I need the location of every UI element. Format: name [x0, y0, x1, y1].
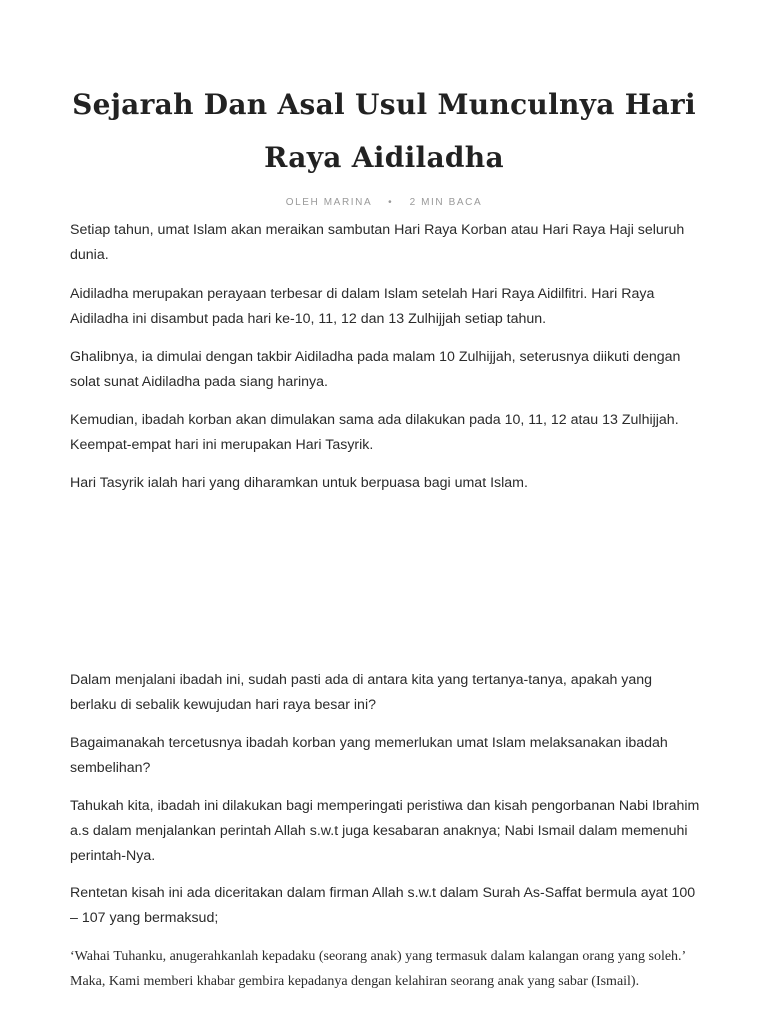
- article-author[interactable]: OLEH MARINA: [285, 197, 372, 208]
- article-meta: [0, 196, 768, 210]
- article-paragraph-3: Ghalibnya, ia dimulai dengan takbir Aidiladha pada malam 10 Zulhijjah, seterusnya diikuti dengan solat sunat Aidiladha pada siang harinya.: [70, 349, 681, 390]
- article-read-time: 2 MIN BACA: [409, 197, 483, 208]
- article-paragraph-7: Bagaimanakah tercetusnya ibadah korban yang memerlukan umat Islam melaksanakan ibadah sembelihan?: [70, 735, 668, 776]
- article-paragraph-2: Aidiladha merupakan perayaan terbesar di dalam Islam setelah Hari Raya Aidilfitri. Hari Raya Aidiladha ini disambut pada hari ke-10, 11, 12 dan 13 Zulhijjah setiap tahun.: [70, 286, 655, 327]
- article-paragraph-6: Dalam menjalani ibadah ini, sudah pasti ada di antara kita yang tertanya-tanya, apakah yang berlaku di sebalik kewujudan hari raya besar ini?: [70, 672, 653, 713]
- meta-separator: •: [388, 197, 394, 208]
- article-quote: ‘Wahai Tuhanku, anugerahkanlah kepadaku (seorang anak) yang termasuk dalam kalangan orang yang soleh.’ Maka, Kami memberi khabar gembira kepadanya dengan kelahiran seorang anak yang sabar (Ismail).: [70, 949, 686, 989]
- article-paragraph-4: Kemudian, ibadah korban akan dimulakan sama ada dilakukan pada 10, 11, 12 atau 13 Zulhijjah. Keempat-empat hari ini merupakan Hari Tasyrik.: [70, 412, 679, 453]
- article-paragraph-8: Tahukah kita, ibadah ini dilakukan bagi memperingati peristiwa dan kisah pengorbanan Nabi Ibrahim a.s dalam menjalankan perintah Allah s.w.t juga kesabaran anaknya; Nabi Ismail dalam memenuhi perintah-Nya.: [70, 798, 700, 864]
- ad-placeholder: [70, 505, 702, 655]
- article-paragraph-5: Hari Tasyrik ialah hari yang diharamkan untuk berpuasa bagi umat Islam.: [70, 475, 528, 491]
- article-paragraph-1: Setiap tahun, umat Islam akan meraikan sambutan Hari Raya Korban atau Hari Raya Haji seluruh dunia.: [70, 222, 685, 263]
- article-title: Sejarah Dan Asal Usul Munculnya Hari Raya Aidiladha: [72, 88, 696, 174]
- article-paragraph-9: Rentetan kisah ini ada diceritakan dalam firman Allah s.w.t dalam Surah As-Saffat bermula ayat 100 – 107 yang bermaksud;: [70, 885, 696, 926]
